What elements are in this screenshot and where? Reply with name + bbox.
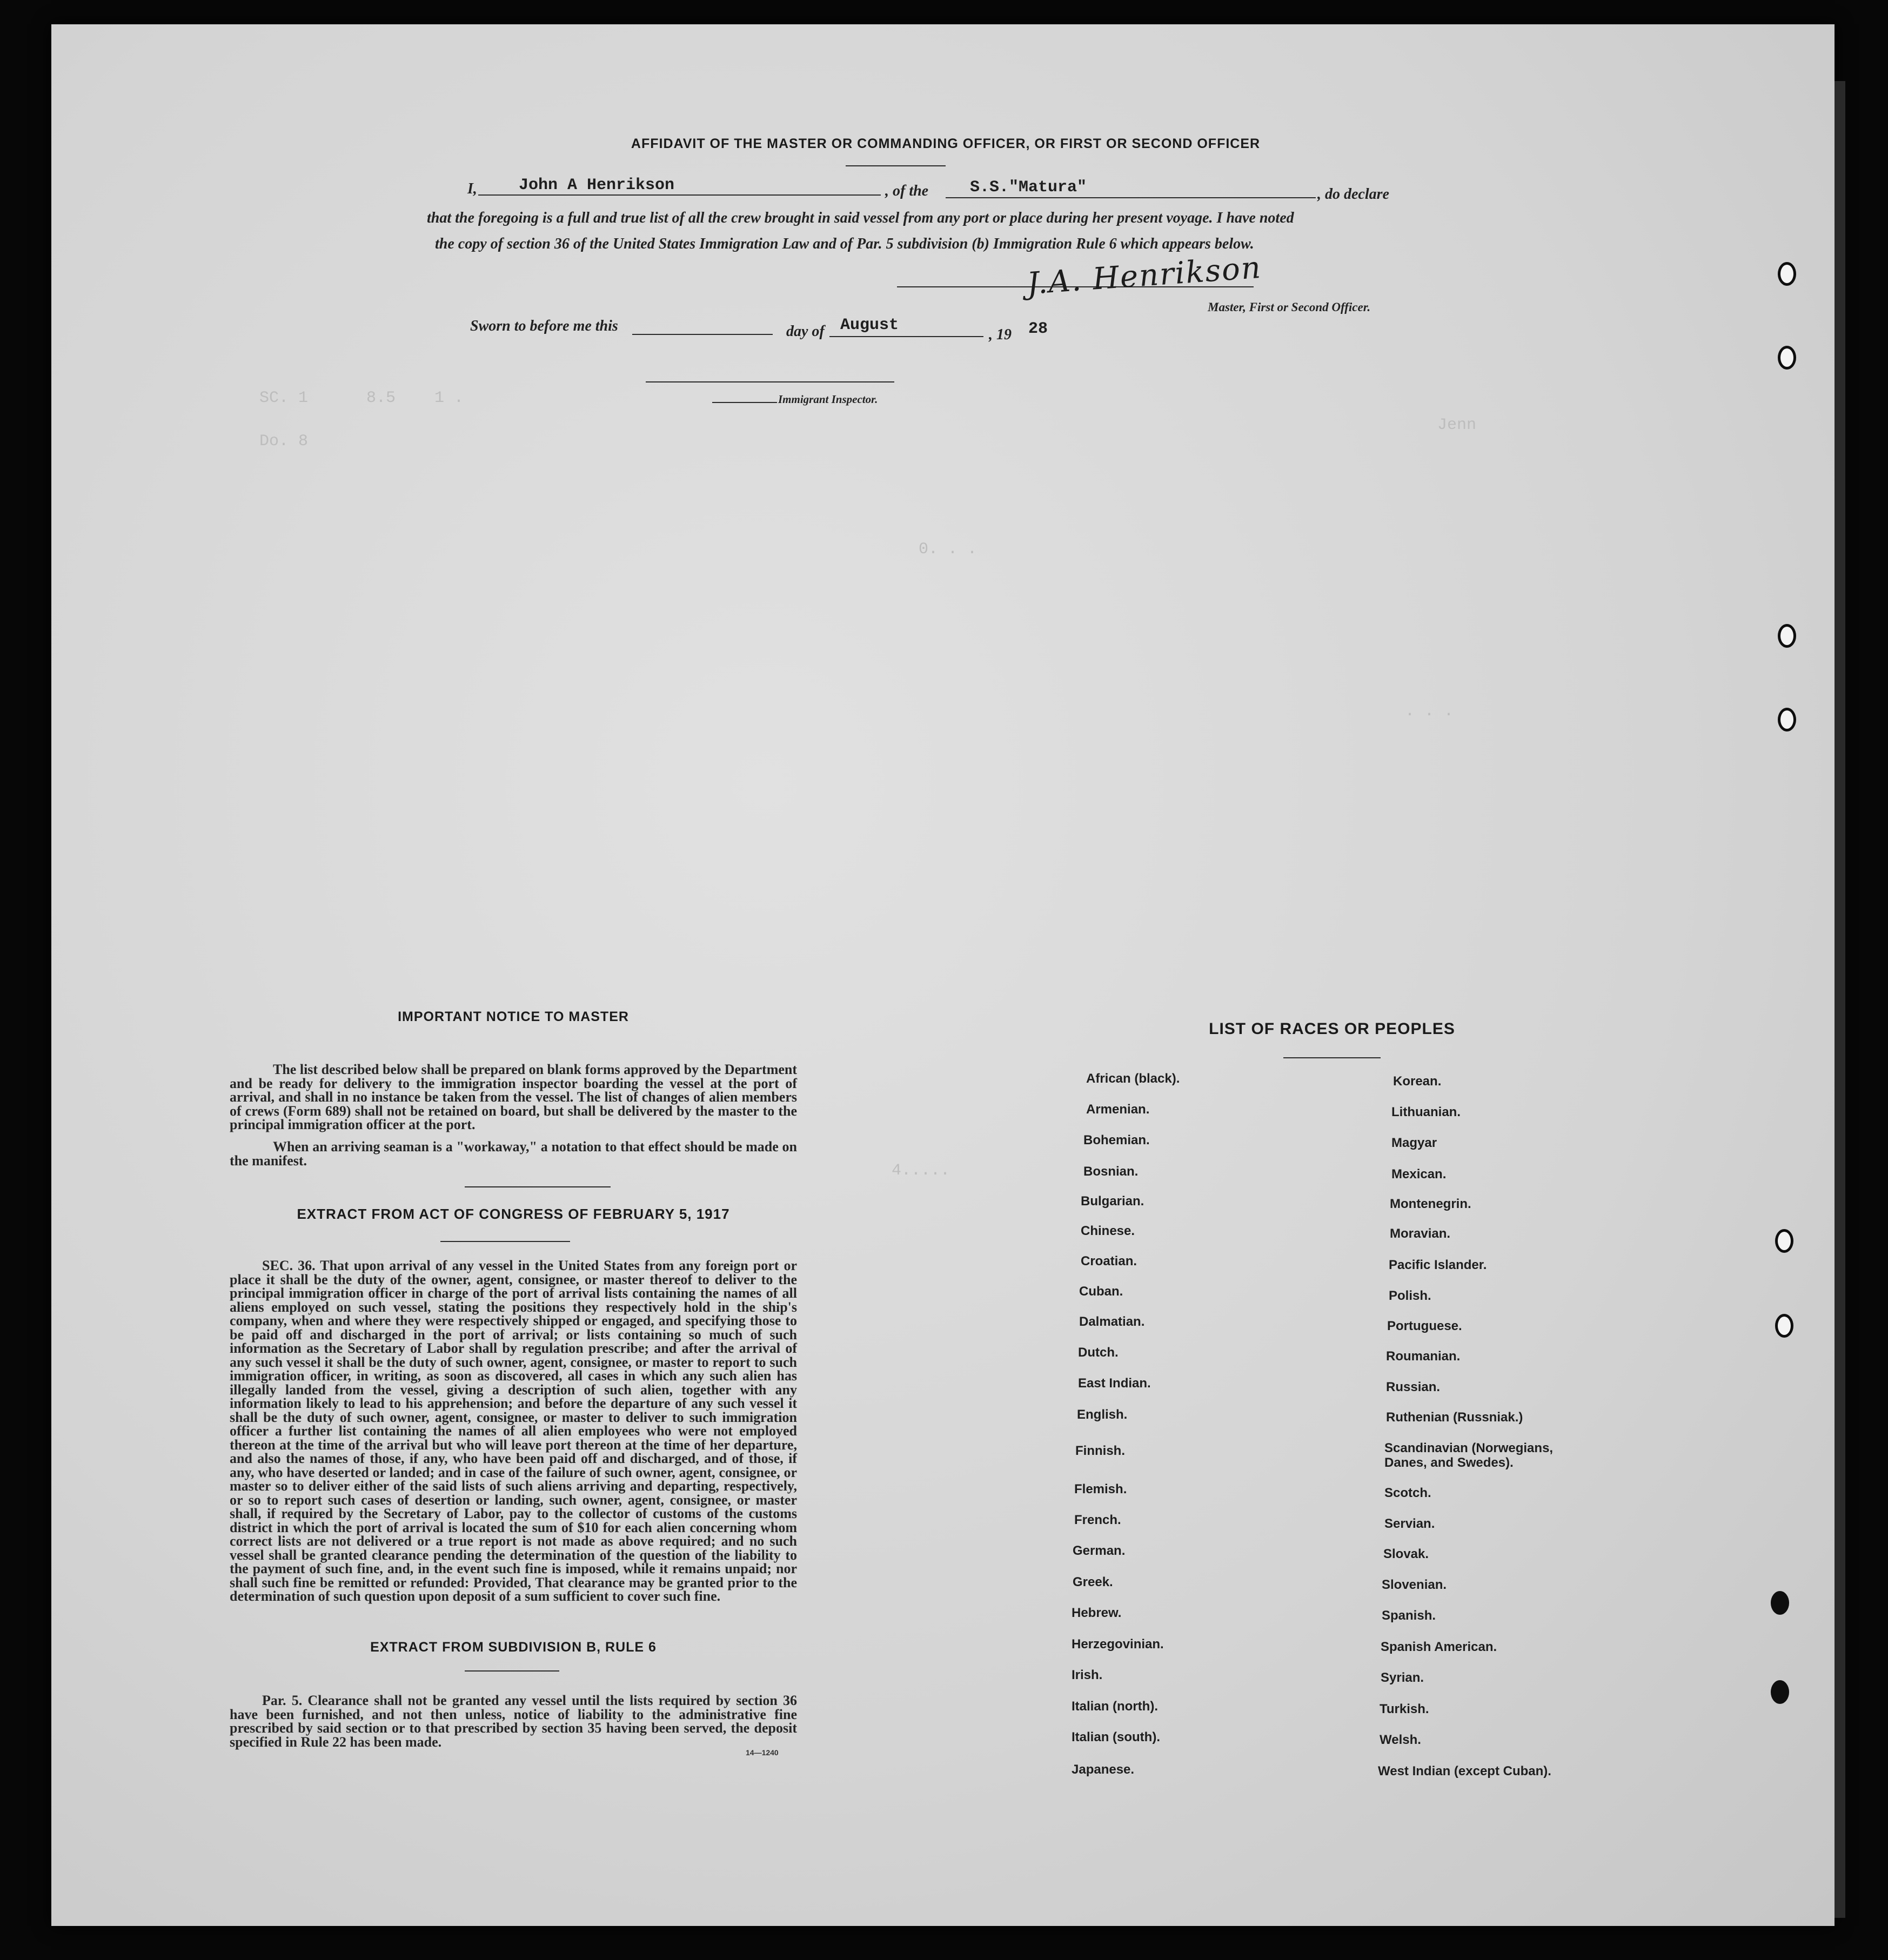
- races-divider: [1283, 1057, 1381, 1058]
- race-item: Armenian.: [1086, 1102, 1150, 1117]
- race-item: Magyar: [1391, 1136, 1437, 1150]
- race-item: Polish.: [1389, 1288, 1431, 1303]
- master-name-line: [478, 194, 881, 196]
- race-item: West Indian (except Cuban).: [1378, 1764, 1551, 1778]
- affidavit-line-3: the copy of section 36 of the United States Immigration Law and of Par. 5 subdivision (b) Immigration Rule 6 which appears below.: [435, 236, 1254, 252]
- race-item: Bosnian.: [1083, 1164, 1139, 1179]
- race-item: East Indian.: [1078, 1376, 1151, 1391]
- race-item: Italian (north).: [1072, 1699, 1158, 1714]
- races-title: LIST OF RACES OR PEOPLES: [1209, 1020, 1455, 1038]
- race-item: Greek.: [1073, 1575, 1113, 1589]
- race-item: Slovak.: [1383, 1547, 1429, 1561]
- inspector-short-line: [712, 402, 777, 403]
- race-item: Finnish.: [1075, 1444, 1125, 1458]
- extract-act-text: SEC. 36. That upon arrival of any vessel in the United States from any foreign port or place it shall be the duty of the owner, agent, consignee, or master thereof to deliver to the principal immigration officer in charge of the port of arrival lists containing the names of all aliens employed on such vessel, stating the positions they respectively hold in the ship's company, when and where they were respectively shipped or engaged, and specifying those to be paid off and discharged in the port of arrival; or lists containing so much of such information as the Secretary of Labor shall by regulation prescribe; and after the arrival of any such vessel it shall be the duty of such owner, agent, consignee, or master to report to such immigration officer, in writing, as soon as discovered, all cases in which any such alien has illegally landed from the vessel, giving a description of such alien, together with any information likely to lead to his apprehension; and before the departure of any such vessel it shall be the duty of such owner, agent, consignee, or master to deliver to such immigration officer a further list containing the names of all alien employees who were not employed thereon at the time of the arrival but who will leave port thereon at the time of her departure, and also the names of those, if any, who have been paid off and discharged, and of those, if any, who have deserted or landed; and in case of the failure of such owner, agent, consignee, or master so to deliver either of the said lists of such aliens arriving and departing, respectively, or so to report such cases of desertion or landing, such owner, agent, consignee, or master shall, if required by the Secretary of Labor, pay to the collector of customs of the customs district in which the port of arrival is located the sum of $10 for each alien concerning whom correct lists are not delivered or a true report is not made as above required; and no such vessel shall be granted clearance pending the determination of the question of the liability to the payment of such fine, and, in the event such fine is imposed, while it remains unpaid; nor shall such fine be remitted or refunded: Provided, That clearance may be granted prior to the determination of such question upon deposit of a sum sufficient to cover such fine.: [230, 1258, 797, 1604]
- punch-hole: [1778, 262, 1796, 286]
- race-item: African (black).: [1086, 1071, 1180, 1086]
- of-the-label: , of the: [885, 183, 929, 199]
- extract-act-divider: [440, 1241, 570, 1242]
- race-item: Servian.: [1384, 1516, 1435, 1531]
- notice-paragraph-1: The list described below shall be prepared on blank forms approved by the Department and be ready for delivery to the immigration inspector boarding the vessel at the port of arrival, and shall in no instance be taken from the vessel. The list of changes of alien members of crews (Form 689) shall not be retained on board, but shall be delivered by the master to the principal immigration officer at the port.: [230, 1062, 798, 1132]
- race-item: Japanese.: [1072, 1762, 1135, 1777]
- race-item: French.: [1074, 1513, 1121, 1527]
- race-item: Flemish.: [1074, 1482, 1127, 1496]
- race-item: Bohemian.: [1083, 1133, 1150, 1147]
- race-item: Cuban.: [1079, 1284, 1123, 1299]
- punch-hole: [1775, 1314, 1793, 1338]
- punch-hole: [1778, 624, 1796, 648]
- race-item: Roumanian.: [1386, 1349, 1461, 1364]
- race-item: Herzegovinian.: [1072, 1637, 1164, 1652]
- month-value: August: [840, 316, 899, 334]
- punch-hole: [1778, 708, 1796, 731]
- extract-rule-text: Par. 5. Clearance shall not be granted any vessel until the lists required by section 36 have been furnished, and not then unless, notice of liability to the administrative fine prescribed by said section or to that prescribed by section 35 having been served, the deposit specified in Rule 22 has been made.: [230, 1693, 797, 1750]
- race-item: German.: [1073, 1543, 1126, 1558]
- notice-title: IMPORTANT NOTICE TO MASTER: [398, 1009, 629, 1024]
- race-item: Lithuanian.: [1391, 1105, 1461, 1119]
- notice-paragraph-2: When an arriving seaman is a "workaway," a notation to that effect should be made on the manifest.: [230, 1139, 797, 1169]
- race-item: Turkish.: [1380, 1702, 1429, 1716]
- race-item: Scotch.: [1384, 1486, 1431, 1500]
- race-item: Spanish American.: [1381, 1640, 1497, 1654]
- race-item: Russian.: [1386, 1380, 1441, 1394]
- i-prefix: I,: [467, 180, 477, 197]
- race-item: Pacific Islander.: [1389, 1258, 1487, 1272]
- month-line: [829, 336, 983, 337]
- race-item: Croatian.: [1081, 1254, 1137, 1268]
- punch-hole: [1775, 1229, 1793, 1253]
- punch-hole: [1771, 1591, 1789, 1615]
- race-item: Dutch.: [1078, 1345, 1119, 1360]
- race-item: Montenegrin.: [1390, 1197, 1471, 1211]
- vessel-name-value: S.S."Matura": [970, 178, 1087, 197]
- race-item: Scandinavian (Norwegians, Danes, and Swedes).: [1384, 1441, 1554, 1470]
- year-prefix: , 19: [989, 326, 1012, 343]
- day-of-label: day of: [786, 323, 825, 340]
- race-item: Irish.: [1072, 1668, 1103, 1682]
- race-item: Portuguese.: [1387, 1319, 1462, 1333]
- notice-divider: [465, 1186, 611, 1187]
- race-item: Slovenian.: [1382, 1578, 1447, 1592]
- race-item: Moravian.: [1390, 1226, 1451, 1241]
- extract-rule-divider: [465, 1670, 559, 1672]
- sworn-day-line: [632, 334, 773, 335]
- race-item: Italian (south).: [1072, 1730, 1160, 1744]
- race-item: Ruthenian (Russniak.): [1386, 1410, 1523, 1425]
- punch-hole: [1771, 1680, 1789, 1704]
- race-item: Welsh.: [1380, 1733, 1421, 1747]
- title-divider: [846, 165, 946, 166]
- master-name-value: John A Henrikson: [519, 176, 675, 194]
- race-item: Syrian.: [1381, 1670, 1424, 1685]
- punch-hole: [1778, 346, 1796, 370]
- extract-rule-title: EXTRACT FROM SUBDIVISION B, RULE 6: [370, 1640, 657, 1655]
- race-item: Chinese.: [1081, 1224, 1135, 1238]
- race-item: Hebrew.: [1072, 1606, 1122, 1620]
- inspector-signature-line: [646, 381, 894, 382]
- affidavit-line-2: that the foregoing is a full and true list of all the crew brought in said vessel from any port or place during her present voyage. I have noted: [427, 210, 1294, 226]
- inspector-caption: Immigrant Inspector.: [778, 393, 878, 406]
- race-item: Dalmatian.: [1079, 1314, 1145, 1329]
- affidavit-title: AFFIDAVIT OF THE MASTER OR COMMANDING OFFICER, OR FIRST OR SECOND OFFICER: [631, 136, 1261, 151]
- form-number: 14—1240: [746, 1748, 779, 1757]
- year-value: 28: [1028, 320, 1048, 338]
- vessel-name-line: [946, 197, 1316, 198]
- race-item: Mexican.: [1391, 1167, 1447, 1182]
- page-edge-shadow: [1835, 81, 1845, 1918]
- master-signature: J.A. Henrikson: [1026, 250, 1263, 302]
- race-item: English.: [1077, 1407, 1128, 1422]
- sworn-label: Sworn to before me this: [470, 318, 618, 334]
- race-item: Korean.: [1393, 1074, 1442, 1089]
- race-item: Spanish.: [1382, 1608, 1436, 1623]
- extract-act-title: EXTRACT FROM ACT OF CONGRESS OF FEBRUARY 5, 1917: [297, 1206, 730, 1222]
- signature-caption: Master, First or Second Officer.: [1208, 300, 1371, 314]
- race-item: Bulgarian.: [1081, 1194, 1144, 1209]
- do-declare-label: , do declare: [1317, 186, 1389, 203]
